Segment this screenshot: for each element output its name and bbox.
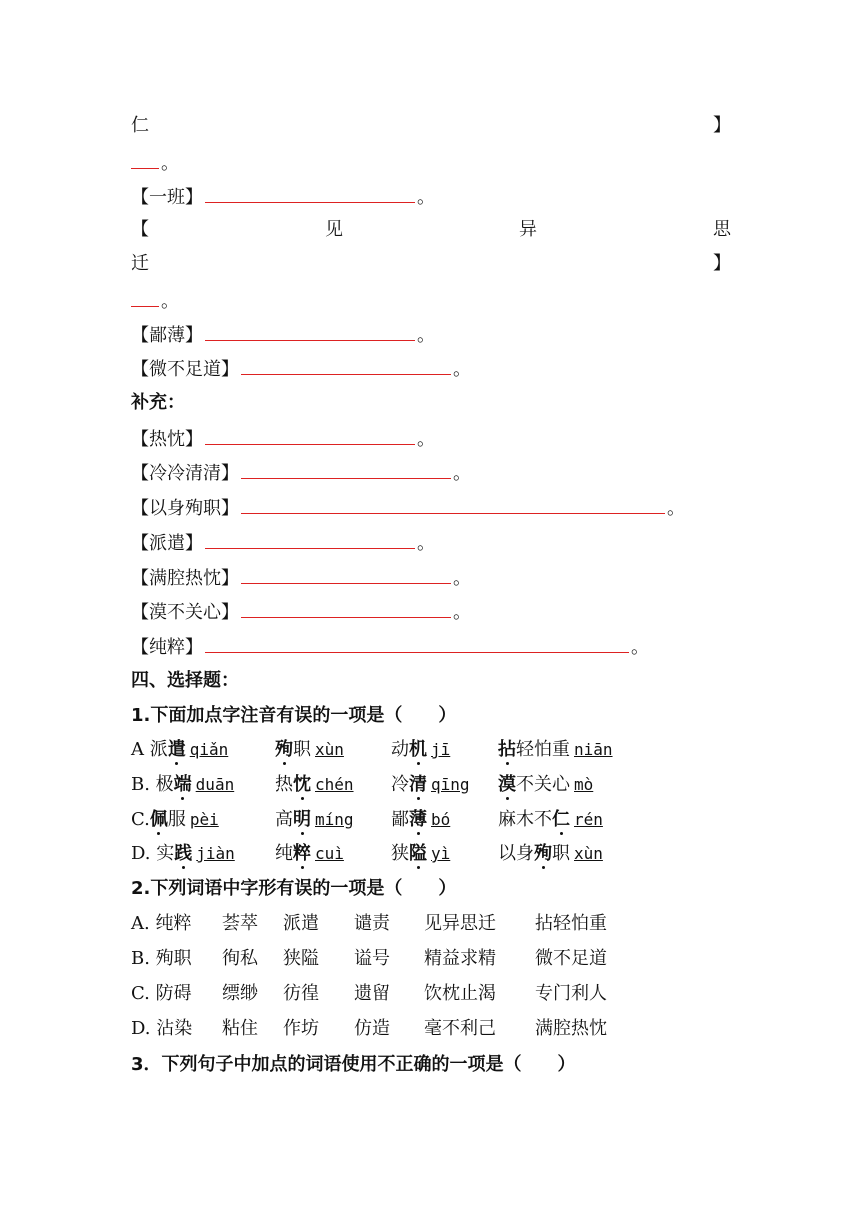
q1-word-item [131,842,235,866]
word-prefix: 鄙 [391,809,409,830]
q1-word-item [498,842,603,866]
pinyin: pèi [189,810,219,829]
vocab-term: 【以身殉职】 [131,498,239,519]
vocab-rechen [131,426,435,452]
word-prefix: 以身 [498,843,534,864]
q1-word-item [498,738,613,762]
answer-blank[interactable] [241,460,451,479]
q2-word: C. 防碍 [131,983,192,1004]
dotted-char: 端 [173,774,192,795]
pinyin: jiàn [196,844,235,863]
q1-word-item [391,738,450,762]
bracket-close: 】 [713,253,731,274]
q2-word: B. 殉职 [131,948,192,969]
pinyin: qiǎn [189,740,229,759]
vocab-term: 【热忱】 [131,429,203,450]
pinyin: bó [431,810,451,829]
pinyin: jī [431,740,451,759]
q2-word: 拈轻怕重 [535,913,607,934]
vocab-qian-line [131,252,731,276]
period: 。 [417,533,435,554]
dotted-char: 殉 [275,739,293,760]
word-prefix: 冷 [391,774,409,795]
q2-word: A. 纯粹 [131,913,192,934]
q2-word: 荟萃 [222,913,258,934]
word-prefix: A 派 [131,739,168,760]
word-suffix: 职 [552,843,570,864]
q1-word-item [131,773,234,797]
q2-word: 遗留 [354,983,390,1004]
q2-word: 作坊 [283,1018,319,1039]
vocab-term: 【一班】 [131,187,203,208]
vocab-chuncui [131,634,649,660]
dotted-char: 隘 [409,843,427,864]
vocab-jyys-blank [131,288,179,314]
period: 。 [417,187,435,208]
pinyin: yì [431,844,451,863]
vocab-yiban [131,184,435,210]
pinyin: cuì [315,844,344,863]
dotted-char: 漠 [498,774,516,795]
answer-blank[interactable] [241,356,451,375]
answer-blank[interactable] [205,530,415,549]
dotted-char: 践 [174,843,193,864]
word-prefix: D. 实 [131,843,175,864]
q2-word: 精益求精 [424,948,496,969]
pinyin: chén [315,775,354,794]
char-jian: 见 [325,219,343,240]
vocab-paiqian [131,530,435,556]
pinyin: rén [574,810,603,829]
q2-word: 仿造 [354,1018,390,1039]
buchong-heading: 补充： [131,392,185,413]
q1-word-item [275,738,344,762]
word-prefix: B. 极 [131,774,174,795]
word-prefix: 麻木不 [498,809,552,830]
q1-word-item [275,773,354,797]
answer-blank[interactable] [205,322,415,341]
vocab-yishenxunzhi [131,495,685,521]
period: 。 [161,291,179,312]
char-si: 思 [713,219,731,240]
bracket-open: 【 [131,219,149,240]
q1-word-item [131,808,219,832]
word-prefix: 高 [275,809,293,830]
dotted-char: 粹 [293,843,311,864]
q2-word: 满腔热忱 [535,1018,607,1039]
vocab-term: 【派遣】 [131,533,203,554]
q2-word: 缥缈 [222,983,258,1004]
period: 。 [453,359,471,380]
vocab-mobuguanxin [131,599,471,625]
q1-word-item [498,808,603,832]
answer-blank[interactable] [205,184,415,203]
answer-blank[interactable] [241,495,665,514]
char-yi: 异 [519,219,537,240]
dotted-char: 薄 [409,809,427,830]
q2-word: 专门利人 [535,983,607,1004]
pinyin: niān [574,740,613,759]
q1-word-item [275,808,354,832]
answer-blank[interactable] [205,426,415,445]
vocab-weibuzudao [131,356,471,382]
dotted-char: 忱 [293,774,311,795]
pinyin: mò [574,775,594,794]
q2-stem: 2.下列词语中字形有误的一项是（ ） [131,878,457,899]
word-prefix: 热 [275,774,293,795]
vocab-ren-line [131,114,731,138]
vocab-term: 【漠不关心】 [131,602,239,623]
q1-word-item [391,808,450,832]
vocab-jyys-line [131,218,731,242]
answer-blank[interactable] [131,150,159,169]
ren-char: 仁 [131,115,149,136]
dotted-char: 佩 [149,809,168,830]
period: 。 [631,637,649,658]
section4-heading: 四、选择题： [131,670,239,691]
word-prefix: C. [131,809,150,830]
answer-blank[interactable] [241,599,451,618]
pinyin: xùn [574,844,603,863]
q1-word-item [391,842,450,866]
dotted-char: 清 [409,774,427,795]
period: 。 [417,429,435,450]
q1-word-item [275,842,344,866]
period: 。 [453,602,471,623]
vocab-term: 【满腔热忱】 [131,568,239,589]
period: 。 [453,568,471,589]
period: 。 [161,153,179,174]
q2-word: 谥号 [354,948,390,969]
q2-word: 狭隘 [283,948,319,969]
q2-word: 派遣 [283,913,319,934]
word-suffix: 职 [293,739,311,760]
vocab-term: 【鄙薄】 [131,325,203,346]
word-prefix: 动 [391,739,409,760]
dotted-char: 拈 [498,739,516,760]
dotted-char: 机 [409,739,427,760]
word-suffix: 不关心 [516,774,570,795]
vocab-term: 【冷冷清清】 [131,463,239,484]
word-prefix: 纯 [275,843,293,864]
q2-word: 彷徨 [283,983,319,1004]
pinyin: míng [315,810,354,829]
q2-word: 徇私 [222,948,258,969]
vocab-ren-blank [131,150,179,176]
q2-word: 毫不利己 [424,1018,496,1039]
q2-word: 粘住 [222,1018,258,1039]
dotted-char: 遣 [167,739,186,760]
bracket-close: 】 [713,115,731,136]
vocab-lenglengqingqing [131,460,471,486]
q2-word: 饮枕止渴 [424,983,496,1004]
vocab-term: 【微不足道】 [131,359,239,380]
dotted-char: 仁 [552,809,570,830]
period: 。 [417,325,435,346]
q1-stem: 1.下面加点字注音有误的一项是（ ） [131,705,457,726]
pinyin: duān [195,775,235,794]
q1-word-item [498,773,593,797]
vocab-bibo [131,322,435,348]
q1-word-item [391,773,470,797]
vocab-term: 【纯粹】 [131,637,203,658]
word-suffix: 服 [167,809,186,830]
word-prefix: 狭 [391,843,409,864]
q2-word: 微不足道 [535,948,607,969]
q2-word: D. 沾染 [131,1018,193,1039]
char-qian: 迁 [131,253,149,274]
pinyin: xùn [315,740,344,759]
q3-stem: 3．下列句子中加点的词语使用不正确的一项是（ ） [131,1054,576,1075]
dotted-char: 明 [293,809,311,830]
answer-blank[interactable] [131,288,159,307]
word-suffix: 轻怕重 [516,739,570,760]
period: 。 [667,498,685,519]
pinyin: qīng [431,775,470,794]
q2-word: 见异思迁 [424,913,496,934]
answer-blank[interactable] [241,565,451,584]
dotted-char: 殉 [534,843,552,864]
q1-word-item [131,738,228,762]
answer-blank[interactable] [205,634,629,653]
q2-word: 谴责 [354,913,390,934]
vocab-manqiangrechen [131,565,471,591]
period: 。 [453,463,471,484]
